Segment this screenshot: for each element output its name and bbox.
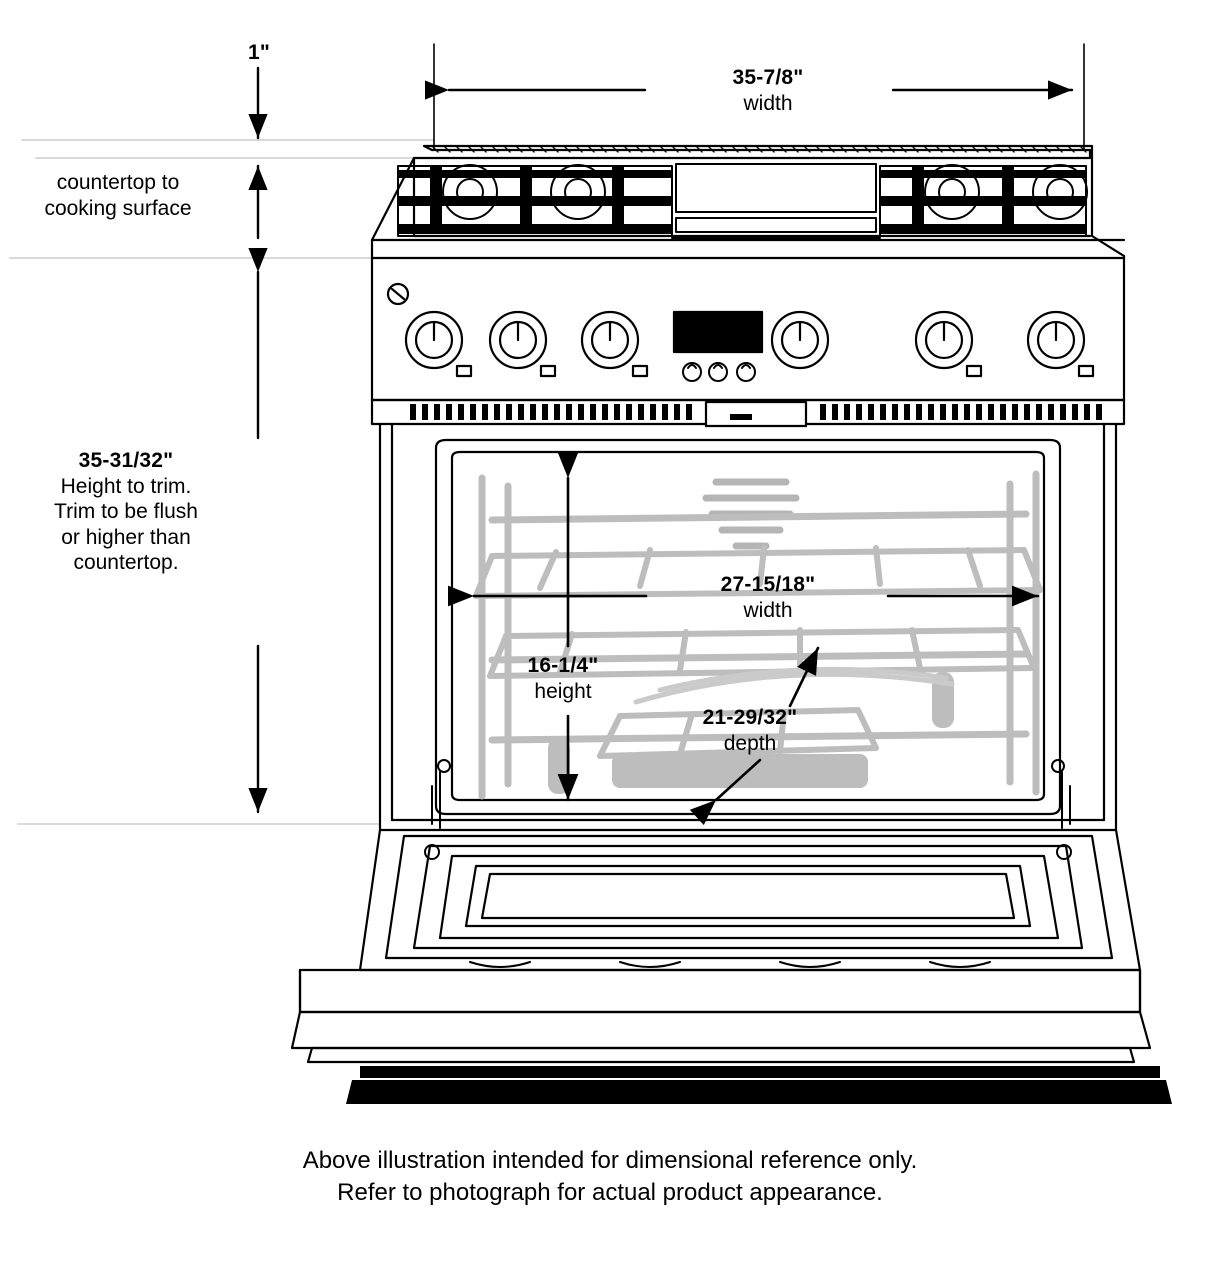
height-to-trim-line-3: or higher than <box>61 525 191 549</box>
oven-height-value: 16-1/4" <box>527 654 599 677</box>
height-to-trim-line-4: countertop. <box>73 551 179 575</box>
oven-depth-value: 21-29/32" <box>702 706 798 729</box>
footnote <box>300 1145 920 1210</box>
height-to-trim-value: 35-31/32" <box>78 449 174 472</box>
note-countertop-to-cooking-surface <box>10 170 226 221</box>
top-gap-value: 1" <box>247 41 271 64</box>
oven-width-value: 27-15/18" <box>720 573 816 596</box>
oven-depth-unit: depth <box>723 731 777 755</box>
countertop-note-line-2: cooking surface <box>44 196 192 220</box>
dimension-label-oven-height <box>498 653 628 704</box>
overall-width-value: 35-7/8" <box>732 66 804 89</box>
dimension-label-overall-width <box>648 65 888 116</box>
dimension-label-top-gap <box>214 40 304 66</box>
oven-height-unit: height <box>534 679 592 703</box>
height-to-trim-line-1: Height to trim. <box>60 474 192 498</box>
dimension-label-oven-depth <box>650 705 850 756</box>
footnote-line-1: Above illustration intended for dimensional reference only. <box>302 1147 918 1174</box>
footnote-line-2: Refer to photograph for actual product appearance. <box>337 1179 883 1207</box>
dimension-label-oven-width <box>648 572 888 623</box>
overall-width-unit: width <box>743 91 793 115</box>
countertop-note-line-1: countertop to <box>56 171 180 194</box>
dimension-label-height-to-trim <box>12 448 240 576</box>
oven-width-unit: width <box>743 598 793 622</box>
height-to-trim-line-2: Trim to be flush <box>54 500 198 524</box>
